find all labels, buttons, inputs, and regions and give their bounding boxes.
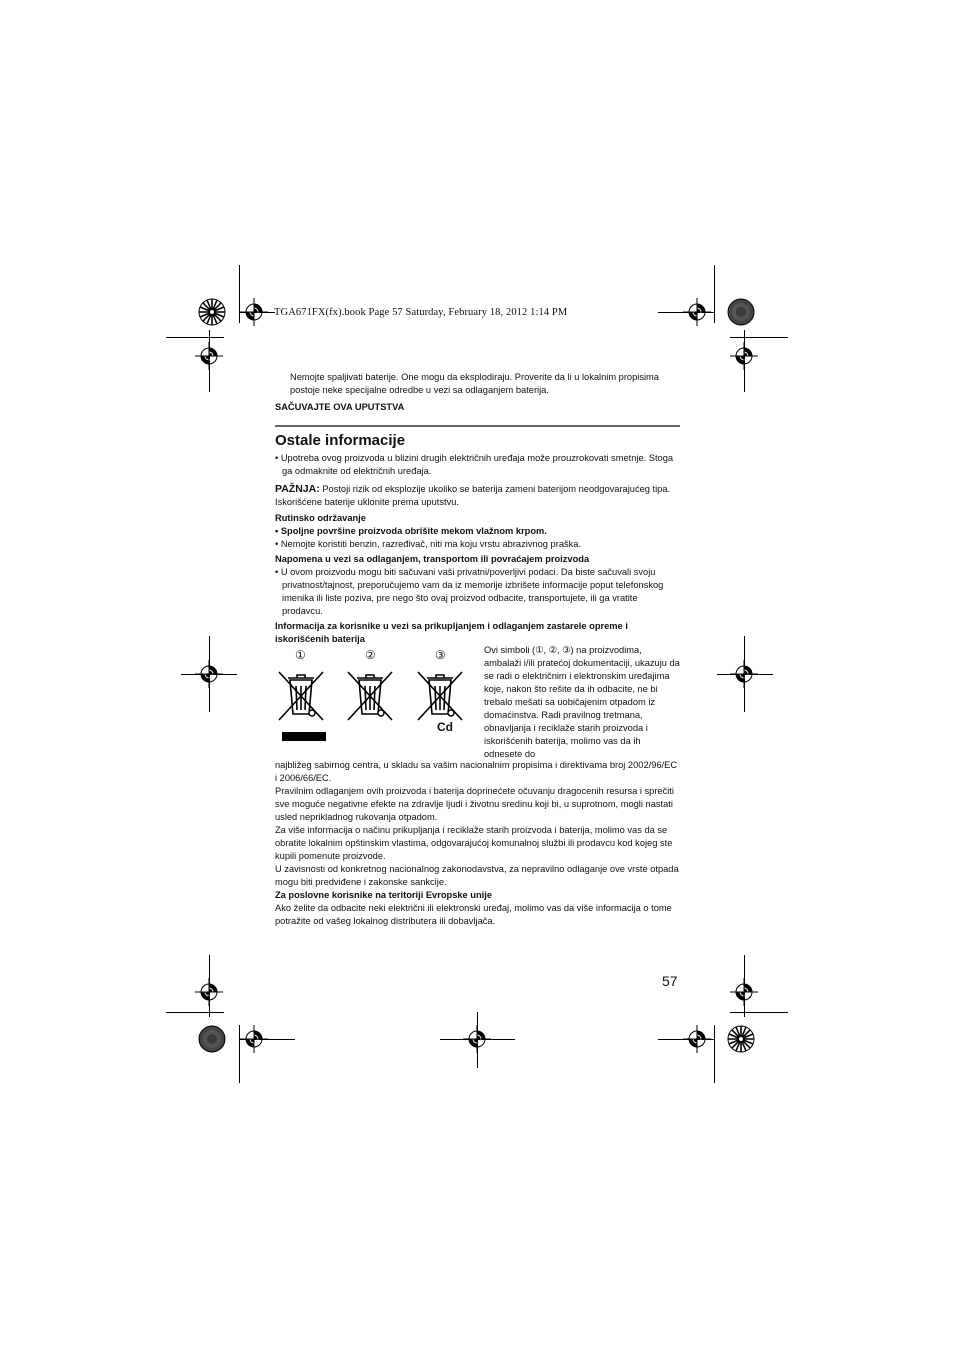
registration-target (683, 298, 711, 326)
crossed-bin-icon (417, 666, 463, 722)
crossed-bin-icon (347, 666, 393, 722)
registration-target (463, 1025, 491, 1053)
business-users-paragraph: Ako želite da odbacite neki električni ili elektronski uređaj, molimo vas da više informacija o tome potražite od vašeg lokalnog distributera ili dobavljača. (275, 903, 672, 926)
symbol-number: ② (365, 648, 376, 662)
caution-text: Postoji rizik od eksplozije ukoliko se baterija zameni baterijom neodgovarajućeg tipa. Iskorišćene baterije uklonite prema uputstvu. (275, 484, 671, 507)
registration-target (730, 978, 758, 1006)
starburst-mark (199, 299, 225, 325)
disposal-details (275, 759, 680, 928)
starburst-mark (728, 1026, 754, 1052)
symbol-number: ① (295, 648, 306, 662)
caution-label: PAŽNJA: (275, 483, 320, 495)
color-patch-mark (728, 299, 754, 325)
registration-target (240, 298, 268, 326)
print-header: TGA671FX(fx).book Page 57 Saturday, February 18, 2012 1:14 PM (274, 307, 568, 318)
privacy-bullet: • U ovom proizvodu mogu biti sačuvani vaši privatni/poverljivi podaci. Da biste sačuvali svoju privatnost/tajnost, preporučujemo vam da iz memorije izbrišete informacije poput telefonskog imenika ili liste poziva, pre nego što ovaj proizvod odbacite, transportujete, ili ga vratite prodavcu. (275, 567, 664, 616)
battery-warning-paragraph: Nemojte spaljivati baterije. One mogu da eksplodiraju. Proverite da li u lokalnim propisima postoje neke specijalne odredbe u vezi sa odlaganjem baterija. (290, 372, 659, 396)
directive-paragraph: najbližeg sabirnog centra, u skladu sa vašim nacionalnim propisima i direktivama broj 2002/96/EC i 2006/66/EC. (275, 760, 678, 783)
contact-paragraph: Za više informacija o načinu prikupljanja i reciklaže starih proizvoda i baterija, molimo vas da se obratite lokalnim opštinskim vlastima, odgovarajućoj komunalnoj službi ili prodavcu kod kojeg ste kupili pomenute proizvode. (275, 825, 673, 861)
page-number: 57 (662, 973, 678, 989)
maintenance-title: Rutinsko održavanje (275, 513, 366, 523)
registration-target (195, 342, 223, 370)
section-title: Ostale informacije (275, 432, 406, 449)
save-instructions-label: SAČUVAJTE OVA UPUTSTVA (275, 402, 405, 412)
caution-paragraph (275, 483, 680, 509)
registration-target (240, 1025, 268, 1053)
symbols-explanation-paragraph: Ovi simboli (①, ②, ③) na proizvodima, ambalaži i/ili pratećoj dokumentaciji, ukazuju da se radi o električnim i elektronskim uređajima koje, nakon što rešite da ih odbacite, ne bi trebalo mešati sa uobičajenim otpadom iz domaćinstva. Radi pravilnog tretmana, obnavljanja i reciklaže starih proizvoda i iskorišćenih baterija, molimo vas da ih odnesete do (484, 645, 680, 759)
disposal-symbols (275, 648, 480, 748)
symbol-number: ③ (435, 648, 446, 662)
users-info-title: Informacija za korisnike u vezi sa prikupljanjem i odlaganjem zastarele opreme i iskorišćenih baterija (275, 621, 628, 644)
interference-bullet: • Upotreba ovog proizvoda u blizini drugih električnih uređaja može prouzrokovati smetnje. Stoga ga odmaknite od električnih uređaja. (275, 453, 674, 476)
cadmium-label: Cd (437, 720, 453, 734)
solid-bar-mark (282, 732, 326, 741)
registration-target (195, 660, 223, 688)
maintenance-bullet: • Nemojte koristiti benzin, razređivač, niti ma koju vrstu abrazivnog praška. (275, 539, 582, 549)
sanctions-paragraph: U zavisnosti od konkretnog nacionalnog zakonodavstva, za nepravilno odlaganje ove vrste otpada mogu biti predviđene i zakonske sankcije. (275, 864, 679, 887)
section-body (275, 452, 680, 646)
registration-target (195, 978, 223, 1006)
registration-target (730, 660, 758, 688)
maintenance-bullet: • Spoljne površine proizvoda obrišite mekom vlažnom krpom. (275, 526, 547, 536)
registration-target (683, 1025, 711, 1053)
section-divider (275, 425, 680, 427)
crossed-bin-icon (278, 666, 324, 722)
environment-paragraph: Pravilnim odlaganjem ovih proizvoda i baterija doprinećete očuvanju dragocenih resursa i sprečiti sve moguće negativne efekte na zdravlje ljudi i životnu sredinu koji bi, u suprotnom, mogli nastati usled neprikladnog rukovanja otpadom. (275, 786, 674, 822)
business-users-title: Za poslovne korisnike na teritoriji Evropske unije (275, 890, 492, 900)
disposal-title: Napomena u vezi sa odlaganjem, transportom ili povraćajem proizvoda (275, 554, 590, 564)
battery-warning-text (290, 362, 680, 407)
registration-target (730, 342, 758, 370)
color-patch-mark (199, 1026, 225, 1052)
symbols-explanation (484, 644, 680, 761)
